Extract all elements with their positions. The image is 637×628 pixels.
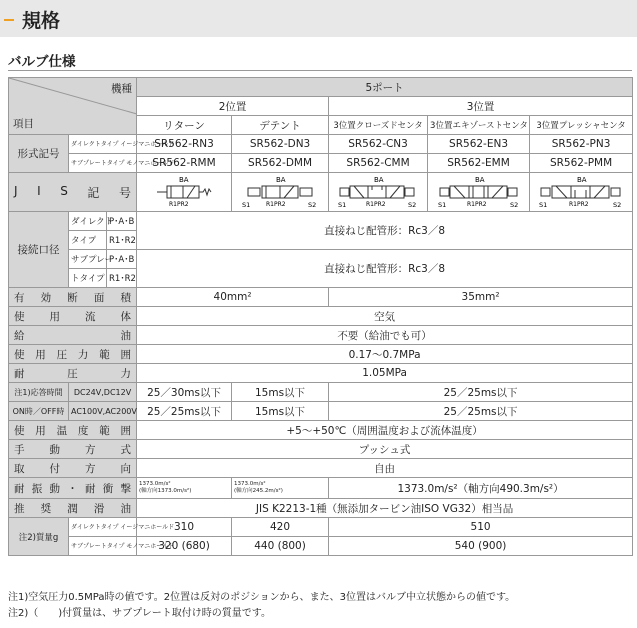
manual-value: プッシュ式 [137,440,633,459]
model-cell: SR562-RMM [137,154,232,173]
oil-label: 推 奨 潤 滑 油 [9,499,137,518]
svg-text:R1PR2: R1PR2 [169,201,189,208]
resp-ac-val: 15ms以下 [232,402,329,421]
col-return: リターン [137,116,232,135]
header-item: 項目 [13,118,34,130]
svg-text:S1: S1 [437,201,446,209]
manual-label: 手 動 方 式 [9,440,137,459]
mass-sub1: ダイレクトタイプ イージマニホールド [69,518,137,537]
section-subtitle: バルブ仕様 [8,54,76,70]
vib-detent: 1373.0m/s² (軸方向245.2m/s²) [232,478,329,499]
oil-value: JIS K2213-1種（無添加タービン油ISO VG32）相当品 [137,499,633,518]
proof-label: 耐 圧 力 [9,364,137,383]
svg-text:BA: BA [374,176,384,184]
pressure-value: 0.17～0.7MPa [137,345,633,364]
area-2pos: 40mm² [137,288,329,307]
resp-dc-val: 15ms以下 [232,383,329,402]
svg-text:BA: BA [179,176,189,184]
fluid-label: 使 用 流 体 [9,307,137,326]
mass-cell: 440 (800) [232,537,329,556]
port-label: 接続口径 [9,212,69,288]
note-2: 注2)（ )付質量は、サブプレート取付け時の質量です。 [8,608,271,619]
svg-text:S1: S1 [242,201,251,209]
svg-text:S1: S1 [338,201,347,209]
header-corner [9,78,137,135]
model-cell: SR562-EMM [428,154,530,173]
col-pressure-center: 3位置プレッシャセンタ [530,116,633,135]
pressure-label: 使 用 圧 力 範 囲 [9,345,137,364]
svg-text:S2: S2 [408,201,417,209]
svg-text:S2: S2 [509,201,518,209]
mass-cell: 310 [137,518,232,537]
mass-cell: 320 (680) [137,537,232,556]
svg-text:S2: S2 [613,201,622,209]
svg-text:S1: S1 [539,201,548,209]
model-cell: SR562-CMM [329,154,428,173]
mass-sub2: サブプレートタイプ モノマニホールド [69,537,137,556]
svg-text:R1PR2: R1PR2 [266,201,286,208]
resp-ac-val: 25／25ms以下 [329,402,633,421]
mount-label: 取 付 方 向 [9,459,137,478]
resp-ac: AC100V,AC200V [69,402,137,421]
resp-dc: DC24V,DC12V [69,383,137,402]
model-sub1: ダイレクトタイプ イージマニホールド [69,135,137,154]
svg-text:BA: BA [577,176,587,184]
model-sub2: サブプレートタイプ モノマニホールド [69,154,137,173]
spec-table [8,77,633,556]
temp-label: 使 用 温 度 範 囲 [9,421,137,440]
lube-value: 不要（給油でも可） [137,326,633,345]
page-title: 規格 [22,10,61,32]
section-header [0,0,637,37]
model-cell: SR562-EN3 [428,135,530,154]
lube-label: 給 油 [9,326,137,345]
svg-text:BA: BA [276,176,286,184]
jis-symbol-exhaust [428,173,530,212]
model-cell: SR562-PN3 [530,135,633,154]
mass-cell: 420 [232,518,329,537]
header-5port: 5ポート [137,78,633,97]
port-pab: P･A･B [107,250,137,269]
resp-dc-val: 25／25ms以下 [329,383,633,402]
col-detent: デテント [232,116,329,135]
header-2pos: 2位置 [137,97,329,116]
port-r: R1･R2 [107,231,137,250]
resp-label-1: 注1)応答時間 [9,383,69,402]
mount-value: 自由 [137,459,633,478]
port-direct-value: 直接ねじ配管形：Rc3／8 [137,212,633,250]
model-cell: SR562-RN3 [137,135,232,154]
model-cell: SR562-CN3 [329,135,428,154]
model-label: 形式記号 [9,135,69,173]
subtitle-underline [8,70,632,71]
svg-text:BA: BA [474,176,485,184]
resp-dc-val: 25／30ms以下 [137,383,232,402]
port-sub-value: 直接ねじ配管形：Rc3／8 [137,250,633,288]
svg-text:R1PR2: R1PR2 [569,201,589,208]
resp-label-2: ON時／OFF時 [9,402,69,421]
svg-text:R1PR2: R1PR2 [466,201,487,208]
vib-return: 1373.0m/s² (軸方向1373.0m/s²) [137,478,232,499]
port-pab: P･A･B [107,212,137,231]
model-cell: SR562-DMM [232,154,329,173]
port-direct-2: タイプ [69,231,107,250]
resp-ac-val: 25／25ms以下 [137,402,232,421]
col-closed-center: 3位置クローズドセンタ [329,116,428,135]
col-exhaust-center: 3位置エキゾーストセンタ [428,116,530,135]
jis-symbol-closed [329,173,428,212]
jis-symbol-return [137,173,232,212]
model-cell: SR562-PMM [530,154,633,173]
mass-label: 注2)質量g [9,518,69,556]
port-sub-1: サブプレー [69,250,107,269]
area-3pos: 35mm² [329,288,633,307]
proof-value: 1.05MPa [137,364,633,383]
mass-cell: 510 [329,518,633,537]
vib-label: 耐 振 動 ・ 耐 衝 撃 [9,478,137,499]
vib-3pos: 1373.0m/s²（軸方向490.3m/s²） [329,478,633,499]
port-sub-2: トタイプ [69,269,107,288]
note-1: 注1)空気圧力0.5MPa時の値です。2位置は反対のポジションから、また、3位置はバルブ中立状態からの値です。 [8,592,516,603]
jis-symbol-detent [232,173,329,212]
accent-dash [4,19,14,21]
port-r: R1･R2 [107,269,137,288]
header-3pos: 3位置 [329,97,633,116]
mass-cell: 540 (900) [329,537,633,556]
svg-text:R1PR2: R1PR2 [366,201,386,208]
port-direct-1: ダイレクト [69,212,107,231]
temp-value: +5～+50℃（周囲温度および流体温度） [137,421,633,440]
svg-text:S2: S2 [308,201,317,209]
header-kishu: 機種 [111,83,133,95]
fluid-value: 空気 [137,307,633,326]
jis-symbol-pressure [530,173,633,212]
area-label: 有 効 断 面 積 [9,288,137,307]
jis-label: J I S 記 号 [9,173,137,212]
model-cell: SR562-DN3 [232,135,329,154]
